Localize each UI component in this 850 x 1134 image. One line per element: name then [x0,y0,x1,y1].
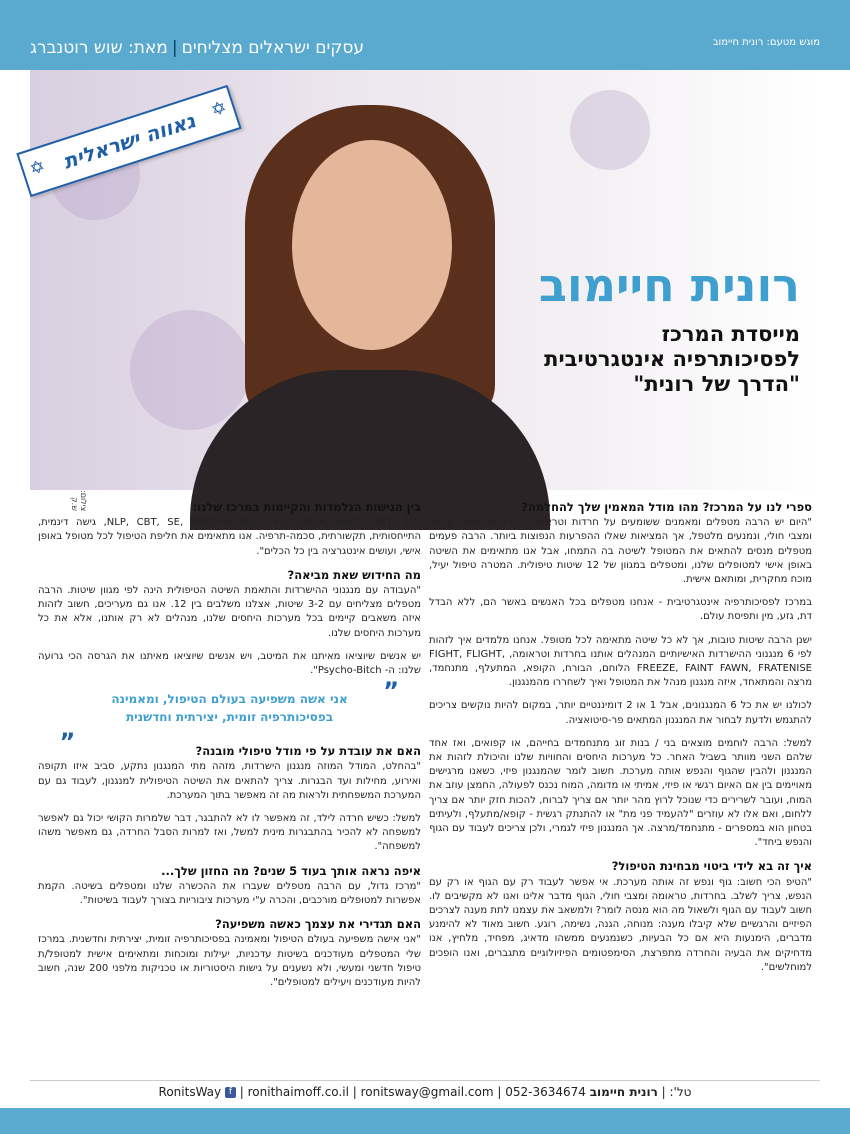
sponsored-label: מוגש מטעם: רונית חיימוב [712,37,820,48]
bottom-bar [0,1108,850,1134]
star-of-david-icon: ✡ [27,155,48,181]
paragraph: למשל: הרבה לוחמים מוצאים בני / בנות זוג מתנחמדים בחייהם, או קפואים, ואז אחד שלהם השני מוותר בשביל האחר. כל מערכות היחסים והחוויות שלנו והיכולת לזהות את המנגנון ולהבין שהגוף והנפש אותה מערכת. חשוב לומר שהמנגנון פיזי, כשאנו מרגישים מאויימים בין אם האיום רגשי או פיזי, אמיתי או מדומה, המוח נכנס לפעולה, החמצן עוזב את המוח, ועובר לשרירים כדי שנוכל לרוץ מהר יותר אם צריך לברוח, להכות חזק יותר אם צריך ללחום, ואם אלו לא עוזרים "להעמיד פני מת" או להתנתק רגשית - קופא/מתעלף, ולעיתים בטחון הוא במספרים - מתנחמד/מרצה. אך המנגנון פיזי לגמרי, ולכן צריכים לעבוד עם הגוף והנפש ביחד". [429,737,812,849]
question-heading: איפה נראה אותך בעוד 5 שנים? מה החזון שלך... [161,863,421,878]
article-title: רונית חיימוב [538,258,800,312]
paragraph: לכולנו יש את כל 6 המנגנונים, אבל 1 או 2 דומיננטיים יותר, במקום להיות נוקשים צריכים להתגמש ולדעת לבחור את המנגנון המתאים פר-סיטואציה. [429,700,812,726]
paragraph: למשל: כשיש חרדה לילד, זה מאפשר לו לא להתבגר, דבר שלמרות הקושי יכול גם לאפשר למשפחה לא להכיר בהתבגרות מינית למשל, ואז למרות הסבל החרדה, גם מאפשר משהו למשפחה". [38,813,421,853]
paragraph: יש אנשים שיוציאו מאיתנו את המיטב, ויש אנשים שיוציאו מאיתנו את הגרסה הכי גרועה שלנו: ה- Psycho-Bitch". [38,650,421,677]
background-flower [570,90,650,170]
subtitle-line: לפסיכותרפיה אינטגרטיבית [544,347,800,371]
photo-credit: צילום: ש.ק [70,490,88,512]
section-name: עסקים ישראלים מצליחים [181,38,365,58]
by-label: מאת: [128,38,168,58]
paragraph: "העבודה עם מנגנוני ההישרדות והתאמת השיטה הטיפולית הינה לפי מגוון שיטות. הרבה מטפלים מצליחים עם 3-2 שיטות, אצלנו משלבים בין 12. אנו גם מעריכים, חשוב לזהות איזה משאבים קיימים בכל מערכות היחסים שלנו, מנהלים לא רק אותנו, אלא את כל מערכות היחסים שלנו. [38,585,421,639]
separator: | [171,38,178,58]
quote-open-icon: ” [383,677,399,706]
question-heading: איך זה בא לידי ביטוי מבחינת הטיפול? [611,859,812,874]
right-column [429,500,812,984]
pull-quote-text: אני אשה משפיעה בעולם הטיפול, ומאמינה בפסיכותרפיה זומית, יצירתית וחדשנית [111,692,348,725]
background-flower [130,310,250,430]
phone-label: טל': [669,1085,692,1099]
left-column [38,500,421,999]
approaches-heading: בין הגישות הנלמדות והקיימות במרכז שלנו: [192,500,421,514]
question-heading: האם את עובדת על פי מודל טיפולי מובנה? [195,744,421,759]
article-subtitle [480,322,800,397]
facebook-link[interactable]: RonitsWay [158,1085,222,1099]
footer-name: רונית חיימוב [589,1085,658,1099]
author-name: שוש רוטנברג [30,38,123,58]
paragraph: NLP, CBT, SE, MINDFULNESS, PE, EMDR, IEMT, DBT, SFT, גישה דינמית, התייחסותית, תקשורתית, סכמה-תרפיה. אנו מתאימים את חליפת הטיפול לכל מטופל באופן אישי, ועושים אינטגרציה בין כל הכלים". [38,517,421,557]
subtitle-line: מייסדת המרכז [661,322,800,346]
paragraph: במרכז לפסיכותרפיה אינטגרטיבית - אנחנו מטפלים בכל האנשים באשר הם, ללא הבדל דת, גזע, מין ותפיסת עולם. [429,597,812,623]
banner-text: גאווה ישראלית [60,108,198,174]
phone-number: 052-3634674 [505,1085,586,1099]
website-link[interactable]: ronithaimoff.co.il [247,1085,349,1099]
quote-close-icon: „ [60,715,76,744]
paragraph: "בהחלט, המודל המוזה מנגנון הישרדות, מזהה מתי המנגנון נתקע, סביב איזו תקופה ואירוע, מחילות ועד הבגרות. צריך להתאים את השיטה הטיפולית למנגנון, לעבוד גם עם המערכת המשפחתית ולראות מה זה מאפשר בתוך המערכת. [38,761,421,801]
question-heading: מה החידוש שאת מביאה? [287,567,421,582]
subtitle-line: "הדרך של רונית" [633,372,800,396]
top-header-bar [0,0,850,70]
pull-quote [60,677,399,744]
contact-footer: RonitsWay f | ronithaimoff.co.il | ronitsway@gmail.com | 052-3634674 טל': | רונית חיימוב [30,1080,820,1105]
paragraph: "מרכז גדול, עם הרבה מטפלים שעברו את ההכשרה שלנו ומטפלים בשיטה. הקמת אפשרות למטופלים מורכבים, והכרה ע"י מערכות ציבוריות בצורך לעבוד בשיטות". [38,880,421,907]
facebook-icon[interactable]: f [225,1087,236,1098]
portrait-face [292,140,452,350]
section-title [30,38,364,58]
question-heading: האם תגדירי את עצמך כאשה משפיעה? [215,917,421,932]
question-heading: ספרי לנו על המרכז? מהו מודל המאמין שלך להחלמה? [521,500,812,514]
paragraph: "אני אישה משפיעה בעולם הטיפול ומאמינה בפסיכותרפיה זומית, יצירתית וחדשנית. במרכז שלי המטפלים מעודכנים בשיטות עדכניות, יעילות ומוכחות ומתאימים אישית למטופל/ת טיפול חדשני ומעשי, ולא נשענים על גישות היסטוריות או טכניקות מלפני 200 שנה, חשוב להיות מעודכנים ויעילים למטופלים". [38,934,421,989]
paragraph: "היום יש הרבה מטפלים ומאמנים ששומעים על חרדות וטראומה, כולל טראומות מיניות ומצבי חולי, ונמנעים מלטפל, אך המציאות שאלו ההפרעות הנפוצות ביותר. הרבה פעמים מטפלים מנסים להתאים את המטופל לשיטה בה התמחו, אבל אנו מתאימים את השיטה באופן אישי למטופלים שלנו, ומטפלים במגוון של 12 שיטות טיפולית. המטרה טיפול יעיל, מוכח מחקרית, ומותאם אישית. [429,517,812,586]
email-link[interactable]: ronitsway@gmail.com [360,1085,494,1099]
star-of-david-icon: ✡ [208,96,230,122]
paragraph: "הטיפ הכי חשוב: גוף ונפש זה אותה מערכת. אי אפשר לעבוד רק עם הגוף או רק עם הנפש, צריך לשלב. בחרדות, טראומה ומצבי חולי, הגוף מדבר אלינו ואנו לא מקשיבים לו. חשוב לעבוד עם הגוף ולשאול מה הוא מנסה לומר? ולמשאב את עצמנו לתת מענה לצרכים הפיזיים והרגשיים שלא קיבלו מענה: מנוחה, הגנה, נשימה, רוגע. חשוב מאוד לא להימנע מדברים, הימנעות היא אם כל הבעיות, כשנמנעים ממשהו מדאיג, מפחיד, מלחיץ, אנו מדחיקים את הבעיה והחרדה מתפרצת, הסימפטומים הפיזיולוגיים מתגברים, ואנו הופכים למוחלשים". [429,876,812,973]
paragraph: ישנן הרבה שיטות טובות, אך לא כל שיטה מתאימה לכל מטופל. אנחנו מלמדים איך לזהות לפי 6 מנגנוני ההישרדות האישיותיים המנהלים אותנו בחרדות וטראומה, FIGHT, FLIGHT, FREEZE, FAINT FAWN, FRATENISE הלוחם, הבורח, הקופא, המתעלף, מתנחמד, מרצה והמתאחד, איזה מנגנון מנהל את המטופל ואיך לשחררו מהמנגנון. [429,634,812,689]
